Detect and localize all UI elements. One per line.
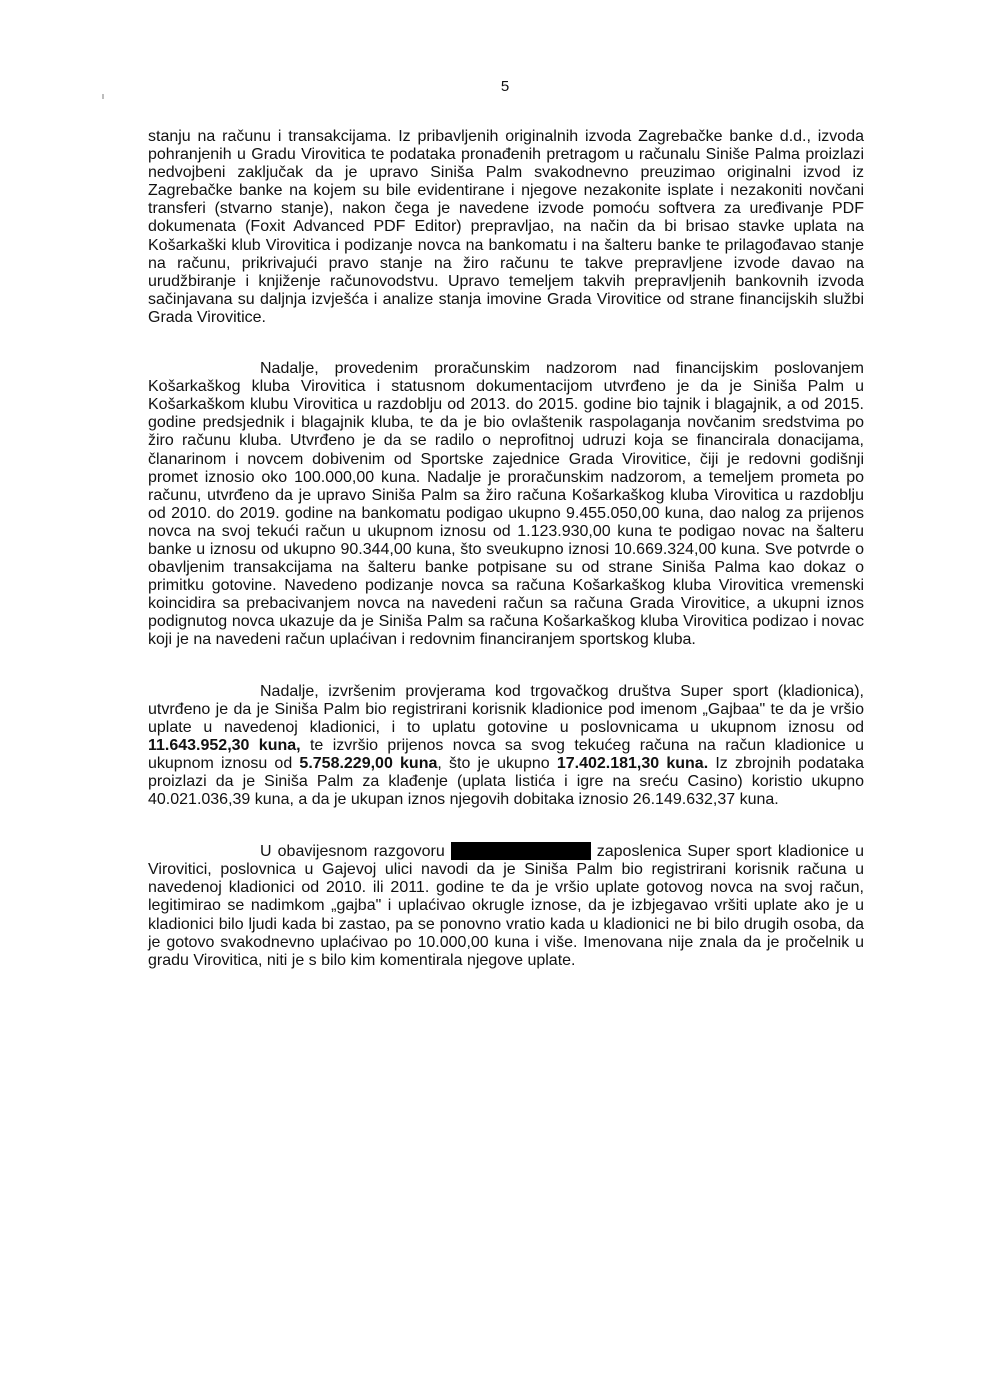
paragraph-3-text-2: te izvršio prijenos novca sa svog tekućeg računa na račun kladionice u ukupnom iznosu od <box>148 736 865 772</box>
paragraph-3 <box>148 683 864 810</box>
amount-transfers: 5.758.229,00 kuna <box>299 754 438 772</box>
redaction-bar <box>451 842 591 860</box>
paragraph-3-text-1: Nadalje, izvršenim provjerama kod trgovačkog društva Super sport (kladionica), utvrđeno je da je Siniša Palm bio registrirani korisnik kladionice pod imenom „Gajbaa" te da je vršio uplate u navedenoj kladionici, i to uplatu gotovine u poslovnicama u ukupnom iznosu od <box>148 682 864 736</box>
paragraph-4-text-1: U obavijesnom razgovoru <box>260 843 445 861</box>
document-body <box>148 128 864 1003</box>
amount-cash-deposits: 11.643.952,30 kuna, <box>148 736 301 754</box>
paragraph-2: Nadalje, provedenim proračunskim nadzorom nad financijskim poslovanjem Košarkaškog kluba Virovitica i statusnom dokumentacijom utvrđeno je da je Siniša Palm u Košarkaškom klubu Virovitica u razdoblju od 2013. do 2015. godine bio tajnik i blagajnik, a od 2015. godine predsjednik i blagajnik kluba, te da je bio ovlaštenik raspolaganja novčanim sredstvima po žiro računu kluba. Utvrđeno je da se radilo o neprofitnoj udruzi koja se financirala donacijama, članarinom i novcem dobivenim od Sportske zajednice Grada Virovitice, čiji je redovni godišnji promet iznosio oko 100.000,00 kuna. Nadalje je proračunskim nadzorom, a temeljem prometa po računu, utvrđeno da je upravo Siniša Palm sa žiro računa Košarkaškog kluba Virovitica u razdoblju od 2010. do 2019. godine na bankomatu podigao ukupno 9.455.050,00 kuna, dao nalog za prijenos novca na svoj tekući račun u ukupnom iznosu od 1.123.930,00 kuna te podigao novac na šalteru banke u iznosu od ukupno 90.344,00 kuna, što sveukupno iznosi 10.669.324,00 kuna. Sve potvrde o obavljenim transakcijama na šalteru banke potpisane su od strane Siniša Palma kao dokaz o primitku gotovine. Navedeno podizanje novca sa računa Košarkaškog kluba Virovitica vremenski koincidira sa prebacivanjem novca na navedeni račun sa računa Grada Virovitice, a ukupni iznos podignutog novca ukazuje da je Siniša Palm sa računa Košarkaškog kluba Virovitica podizao i novac koji je na navedeni račun uplaćivan i redovnim financiranjem sportskog kluba. <box>148 360 864 649</box>
paragraph-1: stanju na računu i transakcijama. Iz pribavljenih originalnih izvoda Zagrebačke banke d.d., izvoda pohranjenih u Gradu Virovitica te podataka pronađenih pretragom u računalu Siniše Palma proizlazi nedvojbeni zaključak da je upravo Siniša Palm svakodnevno preuzimao originalni izvod iz Zagrebačke banke na kojem su bile evidentirane i njegove nezakonite isplate i nezakoniti novčani transferi (stvarno stanje), nakon čega je navedene izvode pomoću softvera za uređivanje PDF dokumenata (Foxit Advanced PDF Editor) prepravljao, na način da bi brisao stavke uplata na Košarkaški klub Virovitica i podizanje novca na bankomatu i na šalteru banke te prilagođavao stanje na računu, prikrivajući pravo stanje na žiro računu te takve prepravljene izvode davao na urudžbiranje i knjiženje računovodstvu. Upravo temeljem takvih prepravljenih bankovnih izvoda sačinjavana su daljnja izvješća i analize stanja imovine Grada Virovitice od strane financijskih službi Grada Virovitice. <box>148 128 864 326</box>
paragraph-3-text-4: Iz zbrojnih podataka proizlazi da je Siniša Palm za klađenje (uplata listića i igre na sreću Casino) koristio ukupno 40.021.036,39 kuna, a da je ukupan iznos njegovih dobitaka iznosio 26.149.632,37 kuna. <box>148 754 865 809</box>
page-number: 5 <box>500 78 510 95</box>
paragraph-4 <box>148 842 864 970</box>
amount-total: 17.402.181,30 kuna. <box>556 754 709 772</box>
paragraph-3-text-3: , što je ukupno <box>437 754 557 772</box>
paragraph-4-text-2: zaposlenica Super sport kladionice u Virovitici, poslovnica u Gajevoj ulici navodi da je Siniša Palm bio registrirani korisnik računa u navedenoj kladionici od 2010. ili 2011. godine te da je vršio uplate gotovog novca na svoj račun, legitimirao se nadimkom „gajba" i uplaćivao okrugle iznose, da je izbjegavao vršiti uplate ako je u kladionici bilo ljudi kada bi zastao, pa se ponovno vratio kada u kladionici ne bi bilo drugih osoba, da je gotovo svakodnevno uplaćivao po 10.000,00 kuna i više. Imenovana nije znala da je pročelnik u gradu Virovitica, niti je s bilo kim komentirala njegove uplate. <box>148 843 864 969</box>
